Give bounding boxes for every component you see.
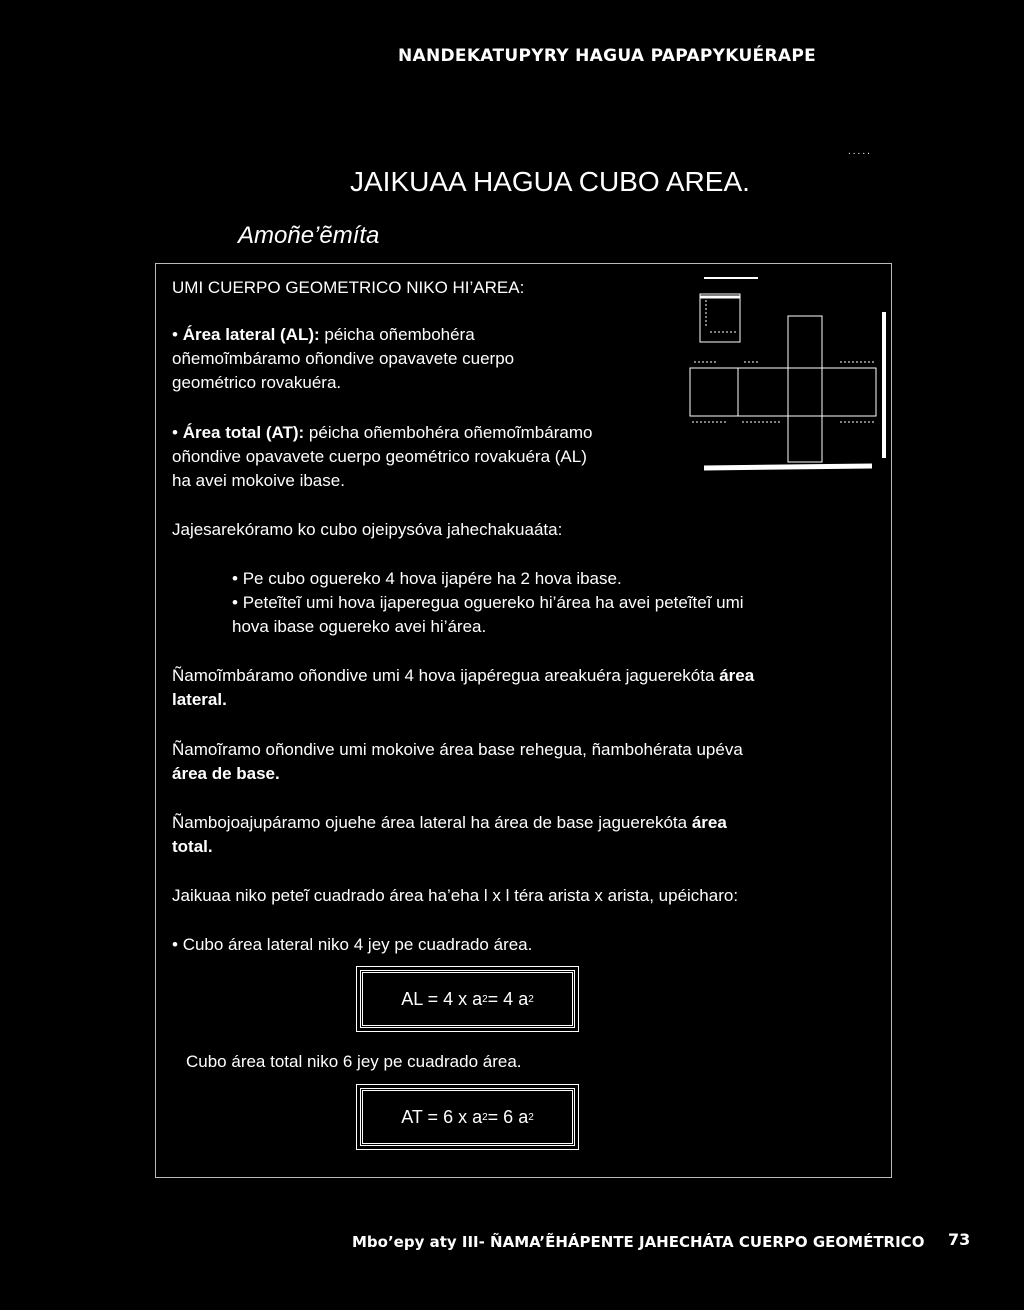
paragraph-total-term: área bbox=[691, 813, 727, 832]
bullet-lateral-area-def: péicha oñembohéra bbox=[319, 325, 475, 344]
formula-lateral-rhs: = 4 a bbox=[487, 988, 529, 1009]
net-intro: Jajesarekóramo ko cubo ojeipysóva jahechakuaáta: bbox=[172, 520, 563, 539]
cube-net-diagram bbox=[686, 270, 892, 480]
bullet-total-area-term: Área total (AT): bbox=[182, 423, 305, 442]
net-far-face bbox=[822, 368, 876, 416]
running-footer: Mbo’epy aty III- ÑAMA’ẼHÁPENTE JAHECHÁTA CUERPO GEOMÉTRICO bbox=[352, 1233, 925, 1251]
formula-total-lhs: AT = 6 x a bbox=[401, 1106, 483, 1127]
formula-lateral-exp-2: 2 bbox=[528, 993, 534, 1005]
paragraph-lateral-text: Ñamoĩmbáramo oñondive umi 4 hova ijapéregua areakuéra jaguerekóta bbox=[172, 666, 715, 685]
paragraph-lateral bbox=[172, 664, 754, 688]
net-upper-face bbox=[788, 316, 822, 368]
section-subtitle: Amoñe’ẽmíta bbox=[238, 222, 380, 249]
paragraph-base-term: área de base. bbox=[172, 764, 280, 783]
section-title: JAIKUAA HAGUA CUBO AREA. bbox=[350, 166, 750, 197]
formula-total-area bbox=[360, 1088, 575, 1146]
bullet-cube-lateral-text: Cubo área lateral niko 4 jey pe cuadrado área. bbox=[182, 935, 533, 954]
page-number: 73 bbox=[948, 1230, 971, 1249]
sub-bullet-2-text: Peteĩteĩ umi hova ijaperegua oguereko hi’área ha avei peteĩteĩ umi bbox=[242, 593, 744, 612]
sub-bullet-1: • Pe cubo oguereko 4 hova ijapére ha 2 hova ibase. bbox=[232, 569, 622, 588]
paragraph-total bbox=[172, 811, 727, 835]
bullet-total-area-def: péicha oñembohéra oñemoĩmbáramo bbox=[304, 423, 593, 442]
bullet-total-line2: oñondive opavavete cuerpo geométrico rovakuéra (AL) bbox=[172, 447, 587, 466]
bullet-total-area: • Área total (AT): péicha oñembohéra oñemoĩmbáramo bbox=[172, 423, 593, 442]
formula-lateral-lhs: AL = 4 x a bbox=[401, 988, 483, 1009]
paragraph-base: Ñamoĩramo oñondive umi mokoive área base rehegua, ñambohérata upéva bbox=[172, 740, 743, 759]
net-right-face bbox=[788, 368, 822, 416]
sub-bullet-2-line2: hova ibase oguereko avei hi’área. bbox=[232, 617, 487, 636]
bullet-lateral-area-term: Área lateral (AL): bbox=[182, 325, 320, 344]
paragraph-total-term-2: total. bbox=[172, 837, 213, 856]
bullet-lateral-line2: oñemoĩmbáramo oñondive opavavete cuerpo bbox=[172, 349, 515, 368]
formula-lateral-area bbox=[360, 970, 575, 1028]
formula-total-rhs: = 6 a bbox=[487, 1106, 529, 1127]
paragraph-square-area: Jaikuaa niko peteĩ cuadrado área ha’eha l x l téra arista x arista, upéicharo: bbox=[172, 886, 739, 905]
bullet-lateral-line3: geométrico rovakuéra. bbox=[172, 373, 342, 392]
formula-total-exp-1: 2 bbox=[482, 1111, 488, 1123]
sub-bullet-2: • Peteĩteĩ umi hova ijaperegua oguereko hi’área ha avei peteĩteĩ umi bbox=[232, 593, 744, 612]
paragraph-lateral-term-2: lateral. bbox=[172, 690, 227, 709]
decorative-dots: ..... bbox=[848, 146, 872, 157]
net-bottom-border bbox=[704, 466, 872, 468]
box-heading: UMI CUERPO GEOMETRICO NIKO HI’AREA: bbox=[172, 278, 525, 297]
paragraph-lateral-term: área bbox=[719, 666, 755, 685]
bullet-cube-lateral: • Cubo área lateral niko 4 jey pe cuadrado área. bbox=[172, 935, 533, 954]
net-left-face bbox=[690, 368, 738, 416]
formula-total-exp-2: 2 bbox=[528, 1111, 534, 1123]
formula-lateral-exp-1: 2 bbox=[482, 993, 488, 1005]
paragraph-cube-total: Cubo área total niko 6 jey pe cuadrado área. bbox=[186, 1052, 522, 1071]
bullet-lateral-area: • Área lateral (AL): péicha oñembohéra bbox=[172, 325, 475, 344]
bullet-total-line3: ha avei mokoive ibase. bbox=[172, 471, 345, 490]
sub-bullet-1-text: Pe cubo oguereko 4 hova ijapére ha 2 hova ibase. bbox=[242, 569, 622, 588]
net-lower-face bbox=[788, 416, 822, 462]
net-middle-face bbox=[738, 368, 788, 416]
running-header: NANDEKATUPYRY HAGUA PAPAPYKUÉRAPE bbox=[398, 46, 816, 66]
paragraph-total-text: Ñambojoajupáramo ojuehe área lateral ha área de base jaguerekóta bbox=[172, 813, 688, 832]
